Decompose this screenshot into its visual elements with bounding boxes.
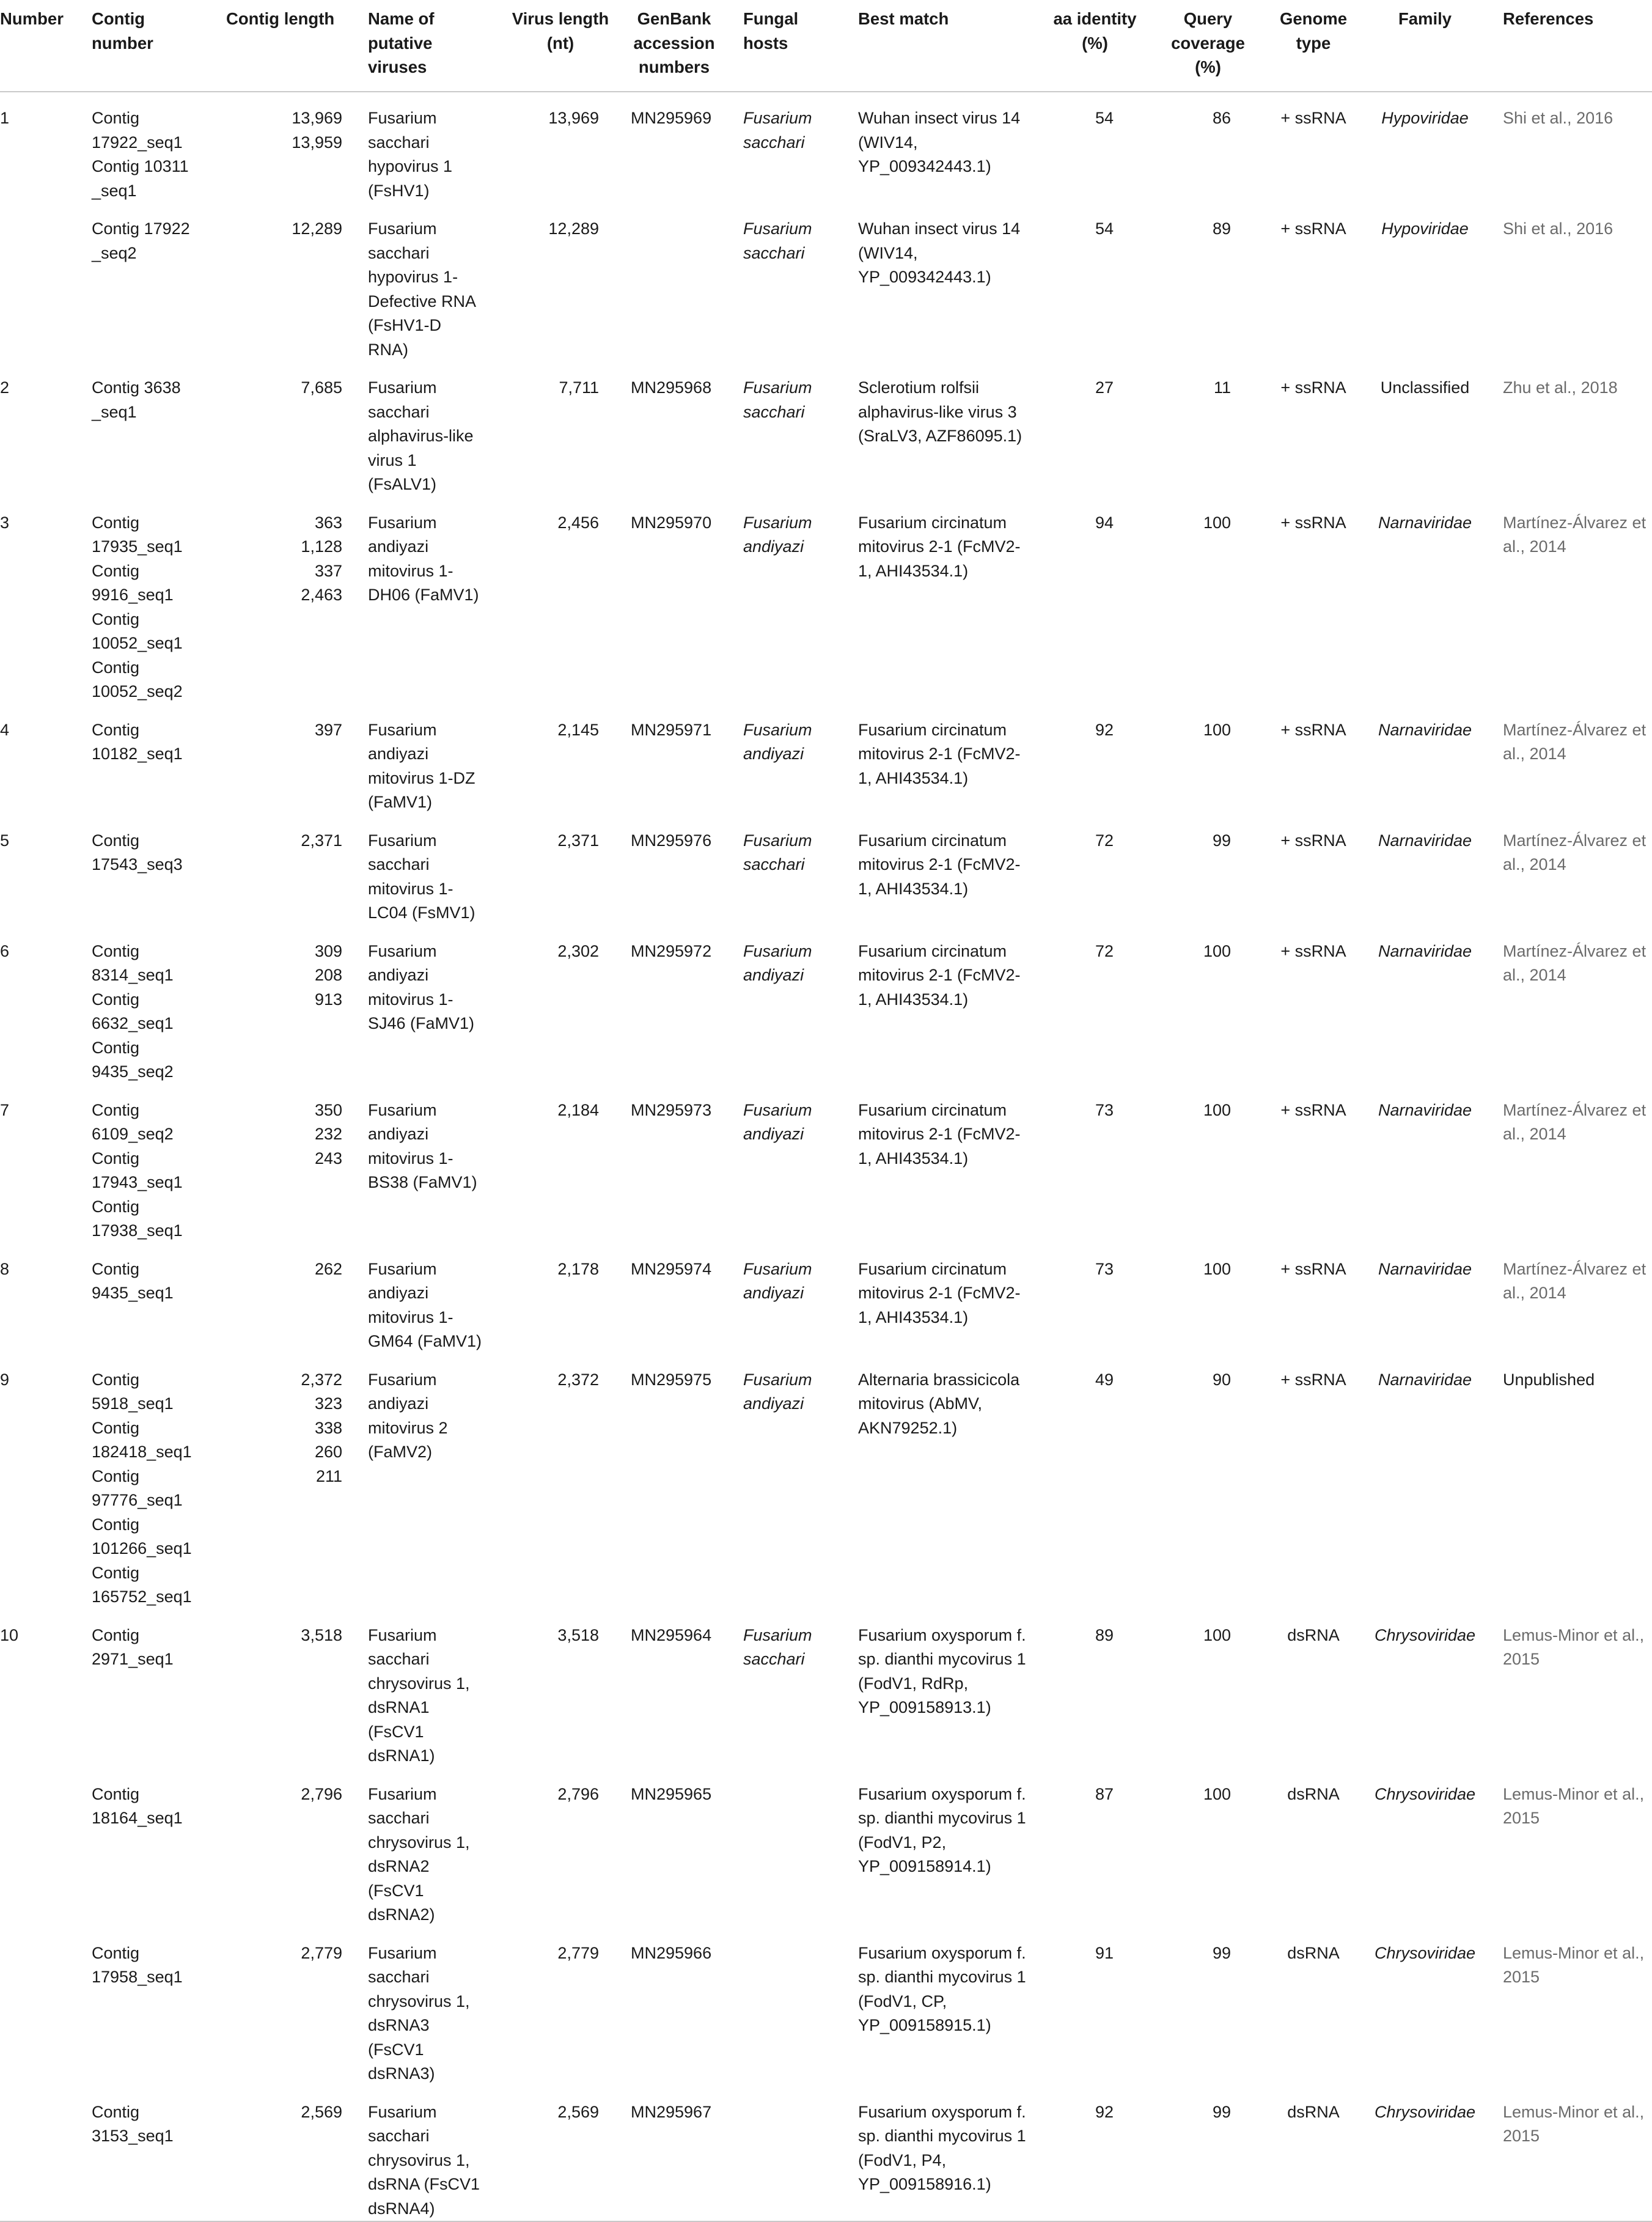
cell-virus-length: 2,372 xyxy=(557,1370,599,1389)
cell-best-match: Wuhan insect virus 14 (WIV14, YP_009342443.1) xyxy=(858,109,1021,175)
cell-query-coverage: 100 xyxy=(1203,941,1231,960)
cell-contig-number: Contig 3638 _seq1 xyxy=(92,378,181,421)
cell-contig-number: Contig 8314_seq1 Contig 6632_seq1 Contig 9435_seq2 xyxy=(92,941,174,1081)
header-query-coverage: Query coverage (%) xyxy=(1151,0,1271,92)
cell-family: Chrysoviridae xyxy=(1374,1784,1476,1803)
cell-contig-length xyxy=(226,362,368,497)
cell-hosts: Fusarium andiyazi xyxy=(743,720,812,763)
cell-query-coverage: 100 xyxy=(1203,720,1231,739)
cell-genome-type: dsRNA xyxy=(1287,1943,1340,1962)
cell-best-match: Sclerotium rolfsii alphavirus-like virus 3 (SraLV3, AZF86095.1) xyxy=(858,378,1022,445)
cell-number: 10 xyxy=(0,1625,19,1644)
cell-aa-identity: 49 xyxy=(1095,1370,1114,1389)
cell-genbank: MN295975 xyxy=(631,1370,712,1389)
header-name: Name of putative viruses xyxy=(368,0,502,92)
cell-virus-length: 2,302 xyxy=(557,941,599,960)
cell-aa-identity: 72 xyxy=(1095,831,1114,850)
contig-length-value: 2,372 xyxy=(301,1370,342,1389)
table-row xyxy=(0,925,1652,1084)
cell-hosts: Fusarium sacchari xyxy=(743,219,812,262)
cell-best-match: Fusarium circinatum mitovirus 2-1 (FcMV2-1, AHI43534.1) xyxy=(858,1100,1021,1168)
cell-family: Narnaviridae xyxy=(1378,1100,1472,1119)
cell-virus-length: 2,569 xyxy=(502,2086,625,2222)
table-row xyxy=(0,815,1652,925)
cell-contig-number: Contig 17958_seq1 xyxy=(92,1943,183,1986)
cell-genbank: MN295976 xyxy=(631,831,712,850)
cell-query-coverage: 100 xyxy=(1203,1784,1231,1803)
table-row xyxy=(0,203,1652,362)
cell-family: Hypoviridae xyxy=(1381,219,1469,238)
cell-aa-identity: 92 xyxy=(1095,720,1114,739)
cell-contig-number: Contig 5918_seq1 Contig 182418_seq1 Contig 97776_seq1 Contig 101266_seq1 Contig 165752_seq1 xyxy=(92,1370,192,1606)
cell-family: Narnaviridae xyxy=(1378,513,1472,532)
cell-virus-name: Fusarium andiyazi mitovirus 1-DZ (FaMV1) xyxy=(368,720,475,811)
cell-references: Shi et al., 2016 xyxy=(1503,109,1613,127)
cell-references: Shi et al., 2016 xyxy=(1503,219,1613,238)
cell-hosts: Fusarium andiyazi xyxy=(743,1259,812,1302)
table-row xyxy=(0,1354,1652,1609)
cell-virus-name: Fusarium sacchari mitovirus 1-LC04 (FsMV1) xyxy=(368,831,475,922)
cell-genome-type: + ssRNA xyxy=(1280,1100,1346,1119)
cell-number: 6 xyxy=(0,941,10,960)
cell-query-coverage: 99 xyxy=(1151,2086,1271,2222)
cell-virus-name: Fusarium sacchari chrysovirus 1, dsRNA1 (FsCV1 dsRNA1) xyxy=(368,1625,470,1765)
cell-number: 3 xyxy=(0,513,10,532)
cell-best-match: Alternaria brassicicola mitovirus (AbMV, AKN79252.1) xyxy=(858,1370,1020,1437)
contig-length-value: 208 xyxy=(314,966,342,984)
cell-query-coverage: 100 xyxy=(1203,1625,1231,1644)
cell-genbank: MN295968 xyxy=(631,378,712,397)
table-row xyxy=(0,92,1652,203)
header-references: References xyxy=(1488,0,1652,92)
contig-length-value: 2,569 xyxy=(301,2102,342,2121)
cell-hosts xyxy=(736,1927,852,2086)
contig-length-value: 13,969 xyxy=(292,109,342,127)
cell-aa-identity: 87 xyxy=(1095,1784,1114,1803)
cell-virus-length: 13,969 xyxy=(548,109,599,127)
table-row xyxy=(0,2086,1652,2222)
cell-genome-type: + ssRNA xyxy=(1280,941,1346,960)
cell-references: Martínez-Álvarez et al., 2014 xyxy=(1503,720,1646,763)
contig-length-value: 13,959 xyxy=(292,133,342,152)
contig-length-value: 397 xyxy=(314,720,342,739)
cell-family: Narnaviridae xyxy=(1378,1259,1472,1278)
cell-family: Narnaviridae xyxy=(1378,941,1472,960)
cell-contig-length xyxy=(226,1084,368,1243)
cell-virus-name: Fusarium andiyazi mitovirus 2 (FaMV2) xyxy=(368,1370,448,1461)
cell-references: Martínez-Álvarez et al., 2014 xyxy=(1503,1259,1646,1302)
cell-contig-number: Contig 17543_seq3 xyxy=(92,831,183,874)
cell-references: Lemus-Minor et al., 2015 xyxy=(1503,1943,1645,1986)
table-row xyxy=(0,497,1652,704)
cell-genbank: MN295972 xyxy=(631,941,712,960)
cell-query-coverage: 100 xyxy=(1203,1100,1231,1119)
cell-number xyxy=(0,2086,92,2222)
header-best-match: Best match xyxy=(852,0,1044,92)
cell-number: 9 xyxy=(0,1370,10,1389)
contig-length-value: 913 xyxy=(314,990,342,1009)
cell-genome-type: dsRNA xyxy=(1287,1625,1340,1644)
cell-virus-length: 12,289 xyxy=(548,219,599,238)
table-row xyxy=(0,362,1652,497)
cell-genbank xyxy=(625,203,736,362)
cell-references: Zhu et al., 2018 xyxy=(1503,378,1618,397)
cell-contig-number: Contig 18164_seq1 xyxy=(92,1784,183,1827)
cell-family: Narnaviridae xyxy=(1378,720,1472,739)
cell-best-match: Fusarium oxysporum f. sp. dianthi mycovirus 1 (FodV1, RdRp, YP_009158913.1) xyxy=(858,1625,1026,1716)
cell-number: 1 xyxy=(0,109,10,127)
contig-length-value: 2,779 xyxy=(301,1943,342,1962)
cell-virus-length: 2,145 xyxy=(557,720,599,739)
header-hosts: Fungal hosts xyxy=(736,0,852,92)
cell-contig-length xyxy=(226,1354,368,1609)
cell-virus-length: 2,456 xyxy=(557,513,599,532)
cell-family: Chrysoviridae xyxy=(1362,2086,1488,2222)
cell-number xyxy=(0,1768,92,1927)
cell-genome-type: + ssRNA xyxy=(1280,378,1346,397)
cell-genbank: MN295974 xyxy=(631,1259,712,1278)
cell-hosts: Fusarium sacchari xyxy=(743,1625,812,1668)
cell-genome-type: + ssRNA xyxy=(1280,720,1346,739)
cell-references: Martínez-Álvarez et al., 2014 xyxy=(1503,831,1646,874)
cell-aa-identity: 91 xyxy=(1095,1943,1114,1962)
contig-length-value: 363 xyxy=(314,513,342,532)
cell-references: Martínez-Álvarez et al., 2014 xyxy=(1503,941,1646,984)
cell-contig-number: Contig 10182_seq1 xyxy=(92,720,183,763)
cell-virus-name: Fusarium sacchari chrysovirus 1, dsRNA3 (FsCV1 dsRNA3) xyxy=(368,1943,470,2083)
header-genbank: GenBank accession numbers xyxy=(625,0,736,92)
cell-number xyxy=(0,203,92,362)
cell-aa-identity: 27 xyxy=(1095,378,1114,397)
cell-aa-identity: 89 xyxy=(1095,1625,1114,1644)
header-contig-number: Contig number xyxy=(92,0,226,92)
contig-length-value: 12,289 xyxy=(292,219,342,238)
contig-length-value: 338 xyxy=(314,1418,342,1437)
cell-best-match: Fusarium oxysporum f. sp. dianthi mycovirus 1 (FodV1, P2, YP_009158914.1) xyxy=(858,1784,1026,1875)
cell-aa-identity: 94 xyxy=(1095,513,1114,532)
cell-references: Lemus-Minor et al., 2015 xyxy=(1503,1625,1645,1668)
cell-virus-name: Fusarium andiyazi mitovirus 1-SJ46 (FaMV1) xyxy=(368,941,475,1032)
cell-number: 7 xyxy=(0,1100,10,1119)
cell-hosts: Fusarium sacchari xyxy=(743,378,812,421)
cell-genome-type: + ssRNA xyxy=(1280,109,1346,127)
cell-family: Narnaviridae xyxy=(1378,831,1472,850)
cell-contig-length xyxy=(226,92,368,203)
cell-hosts: Fusarium andiyazi xyxy=(743,941,812,984)
cell-aa-identity: 92 xyxy=(1044,2086,1151,2222)
contig-length-value: 211 xyxy=(315,1466,342,1485)
cell-virus-length: 2,779 xyxy=(557,1943,599,1962)
header-family: Family xyxy=(1362,0,1488,92)
cell-contig-length xyxy=(226,1927,368,2086)
cell-references: Unpublished xyxy=(1503,1370,1595,1389)
cell-query-coverage: 100 xyxy=(1203,1259,1231,1278)
cell-virus-name: Fusarium andiyazi mitovirus 1-DH06 (FaMV1) xyxy=(368,513,479,604)
cell-virus-name: Fusarium sacchari hypovirus 1-Defective RNA (FsHV1-D RNA) xyxy=(368,219,475,359)
cell-virus-length: 2,178 xyxy=(557,1259,599,1278)
contig-length-value: 243 xyxy=(314,1149,342,1168)
table-row xyxy=(0,1243,1652,1354)
cell-contig-length xyxy=(226,1768,368,1927)
cell-genbank: MN295969 xyxy=(631,109,712,127)
cell-virus-name: Fusarium sacchari alphavirus-like virus 1 (FsALV1) xyxy=(368,378,474,493)
cell-contig-length xyxy=(226,497,368,704)
contig-length-value: 232 xyxy=(314,1125,342,1143)
header-number: Number xyxy=(0,0,92,92)
cell-genome-type: + ssRNA xyxy=(1280,219,1346,238)
cell-number: 4 xyxy=(0,720,10,739)
cell-contig-number: Contig 6109_seq2 Contig 17943_seq1 Contig 17938_seq1 xyxy=(92,1100,183,1240)
cell-genbank: MN295973 xyxy=(631,1100,712,1119)
cell-contig-length xyxy=(226,815,368,925)
header-aa-identity: aa identity (%) xyxy=(1044,0,1151,92)
cell-genbank: MN295964 xyxy=(631,1625,712,1644)
cell-contig-length xyxy=(226,925,368,1084)
cell-family: Narnaviridae xyxy=(1378,1370,1472,1389)
table-row xyxy=(0,1927,1652,2086)
cell-virus-name: Fusarium sacchari chrysovirus 1, dsRNA2 (FsCV1 dsRNA2) xyxy=(368,1784,470,1924)
cell-aa-identity: 73 xyxy=(1095,1100,1114,1119)
cell-family: Hypoviridae xyxy=(1381,109,1469,127)
table-row xyxy=(0,1768,1652,1927)
cell-number: 5 xyxy=(0,831,10,850)
cell-references: Martínez-Álvarez et al., 2014 xyxy=(1503,513,1646,556)
cell-virus-name: Fusarium andiyazi mitovirus 1-GM64 (FaMV1) xyxy=(368,1259,482,1350)
cell-virus-length: 7,711 xyxy=(559,378,599,397)
cell-query-coverage: 99 xyxy=(1212,1943,1231,1962)
cell-contig-length xyxy=(226,1609,368,1768)
cell-aa-identity: 73 xyxy=(1095,1259,1114,1278)
cell-references: Martínez-Álvarez et al., 2014 xyxy=(1503,1100,1646,1143)
cell-best-match: Fusarium circinatum mitovirus 2-1 (FcMV2-1, AHI43534.1) xyxy=(858,831,1021,898)
cell-genbank: MN295971 xyxy=(631,720,712,739)
cell-number: 8 xyxy=(0,1259,10,1278)
cell-genbank: MN295965 xyxy=(631,1784,712,1803)
contig-length-value: 337 xyxy=(314,561,342,580)
cell-genome-type: + ssRNA xyxy=(1280,513,1346,532)
cell-hosts xyxy=(736,1768,852,1927)
cell-query-coverage: 100 xyxy=(1203,513,1231,532)
cell-aa-identity: 72 xyxy=(1095,941,1114,960)
table-row xyxy=(0,1609,1652,1768)
cell-virus-name: Fusarium andiyazi mitovirus 1-BS38 (FaMV1) xyxy=(368,1100,477,1191)
table-body xyxy=(0,92,1652,2221)
cell-query-coverage: 86 xyxy=(1212,109,1231,127)
cell-contig-length xyxy=(226,704,368,815)
contig-length-value: 1,128 xyxy=(301,537,342,556)
cell-query-coverage: 99 xyxy=(1212,831,1231,850)
cell-best-match: Fusarium circinatum mitovirus 2-1 (FcMV2-1, AHI43534.1) xyxy=(858,1259,1021,1326)
cell-hosts: Fusarium andiyazi xyxy=(743,1370,812,1413)
contig-length-value: 2,796 xyxy=(301,1784,342,1803)
cell-genome-type: + ssRNA xyxy=(1280,831,1346,850)
cell-hosts: Fusarium sacchari xyxy=(743,109,812,152)
cell-family: Chrysoviridae xyxy=(1374,1625,1476,1644)
cell-genbank: MN295966 xyxy=(631,1943,712,1962)
header-genome-type: Genome type xyxy=(1271,0,1362,92)
cell-number xyxy=(0,1927,92,2086)
cell-contig-number: Contig 3153_seq1 xyxy=(92,2086,226,2222)
cell-contig-number: Contig 9435_seq1 xyxy=(92,1259,174,1302)
cell-genbank: MN295967 xyxy=(625,2086,736,2222)
contig-length-value: 2,371 xyxy=(301,831,342,850)
cell-best-match: Wuhan insect virus 14 (WIV14, YP_009342443.1) xyxy=(858,219,1021,286)
contig-length-value: 7,685 xyxy=(301,378,342,397)
cell-aa-identity: 54 xyxy=(1095,219,1114,238)
contig-length-value: 350 xyxy=(314,1100,342,1119)
cell-genbank: MN295970 xyxy=(631,513,712,532)
cell-family: Unclassified xyxy=(1380,378,1470,397)
table-row xyxy=(0,704,1652,815)
cell-virus-name: Fusarium sacchari chrysovirus 1, dsRNA (FsCV1 dsRNA4) xyxy=(368,2086,502,2222)
cell-best-match: Fusarium circinatum mitovirus 2-1 (FcMV2-1, AHI43534.1) xyxy=(858,513,1021,580)
cell-aa-identity: 54 xyxy=(1095,109,1114,127)
cell-best-match: Fusarium circinatum mitovirus 2-1 (FcMV2-1, AHI43534.1) xyxy=(858,941,1021,1009)
cell-references: Lemus-Minor et al., 2015 xyxy=(1503,1784,1645,1827)
cell-references: Lemus-Minor et al., 2015 xyxy=(1488,2086,1652,2222)
cell-contig-length xyxy=(226,2086,368,2222)
contig-length-value: 262 xyxy=(314,1259,342,1278)
cell-contig-length xyxy=(226,203,368,362)
cell-best-match: Fusarium oxysporum f. sp. dianthi mycovirus 1 (FodV1, P4, YP_009158916.1) xyxy=(852,2086,1044,2222)
cell-hosts: Fusarium andiyazi xyxy=(743,1100,812,1143)
cell-contig-number: Contig 17922 _seq2 xyxy=(92,219,190,262)
cell-virus-length: 2,184 xyxy=(557,1100,599,1119)
cell-best-match: Fusarium oxysporum f. sp. dianthi mycovirus 1 (FodV1, CP, YP_009158915.1) xyxy=(858,1943,1026,2034)
cell-virus-name: Fusarium sacchari hypovirus 1 (FsHV1) xyxy=(368,109,453,200)
cell-query-coverage: 89 xyxy=(1212,219,1231,238)
contig-length-value: 309 xyxy=(314,941,342,960)
cell-hosts: Fusarium sacchari xyxy=(743,831,812,874)
cell-genome-type: + ssRNA xyxy=(1280,1259,1346,1278)
cell-hosts: Fusarium andiyazi xyxy=(743,513,812,556)
contig-length-value: 260 xyxy=(314,1443,342,1461)
cell-virus-length: 2,796 xyxy=(557,1784,599,1803)
header-row xyxy=(0,0,1652,92)
table-row xyxy=(0,1084,1652,1243)
cell-best-match: Fusarium circinatum mitovirus 2-1 (FcMV2-1, AHI43534.1) xyxy=(858,720,1021,787)
contig-length-value: 3,518 xyxy=(301,1625,342,1644)
cell-number: 2 xyxy=(0,378,10,397)
cell-contig-number: Contig 17935_seq1 Contig 9916_seq1 Contig 10052_seq1 Contig 10052_seq2 xyxy=(92,513,183,701)
cell-query-coverage: 90 xyxy=(1212,1370,1231,1389)
cell-genome-type: dsRNA xyxy=(1287,1784,1340,1803)
cell-contig-number: Contig 2971_seq1 xyxy=(92,1625,174,1668)
cell-hosts xyxy=(736,2086,852,2222)
cell-genome-type: + ssRNA xyxy=(1280,1370,1346,1389)
cell-virus-length: 3,518 xyxy=(557,1625,599,1644)
contig-length-value: 2,463 xyxy=(301,586,342,604)
cell-virus-length: 2,371 xyxy=(557,831,599,850)
contig-length-value: 323 xyxy=(314,1394,342,1413)
header-virus-length: Virus length (nt) xyxy=(502,0,625,92)
header-contig-length: Contig length xyxy=(226,0,368,92)
cell-genome-type: dsRNA xyxy=(1271,2086,1362,2222)
cell-query-coverage: 11 xyxy=(1213,378,1231,397)
cell-family: Chrysoviridae xyxy=(1374,1943,1476,1962)
cell-contig-length xyxy=(226,1243,368,1354)
cell-contig-number: Contig 17922_seq1 Contig 10311 _seq1 xyxy=(92,109,189,200)
